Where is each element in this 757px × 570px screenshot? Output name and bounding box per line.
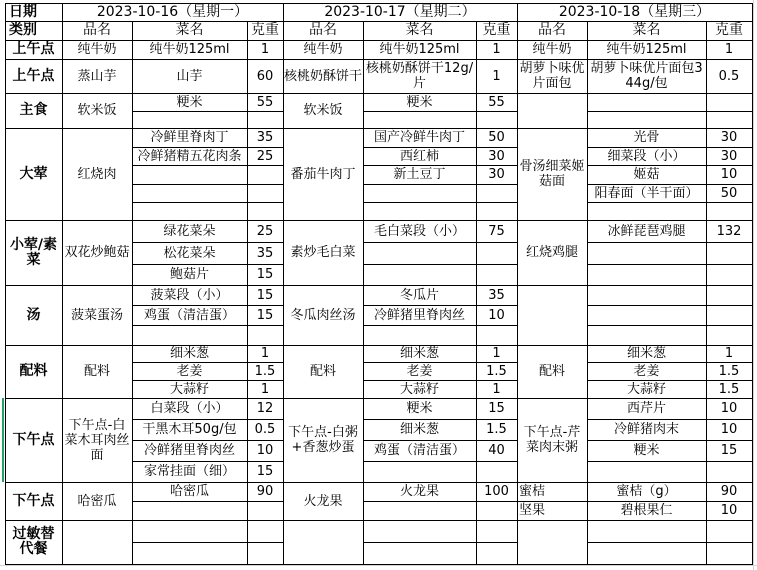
ingredient-cell: 纯牛奶125ml: [379, 42, 460, 57]
item-border: [363, 305, 517, 306]
ingredient-cell: 细米葱: [169, 346, 209, 361]
day2-dish-header: 品名: [309, 22, 337, 38]
item-border: [132, 202, 283, 203]
weight-cell: [706, 542, 752, 564]
ingredient-cell: [132, 165, 247, 184]
ingredient-cell: [363, 242, 476, 264]
category-label: 类别: [9, 22, 37, 38]
ingredient-cell: 国产冷鲜牛肉丁: [373, 130, 465, 145]
item-border: [587, 440, 752, 441]
weight-cell: 35: [488, 287, 505, 303]
weight-cell: 15: [720, 443, 738, 458]
ingredient-cell: 家常挂面（细）: [143, 464, 235, 479]
ingredient-cell: [132, 501, 247, 520]
ingredient-cell: 冷鲜里脊肉丁: [150, 130, 229, 145]
day3-date: 2023-10-18（星期三）: [558, 3, 711, 20]
weight-cell: [247, 520, 283, 542]
row-border: [5, 40, 752, 41]
ingredient-cell: 干黑木耳50g/包: [142, 422, 237, 437]
dish-cell: [517, 520, 587, 564]
weight-cell: 25: [256, 223, 274, 239]
weight-cell: 1: [492, 346, 501, 361]
weight-cell: 1.5: [486, 422, 507, 437]
ingredient-cell: 白菜段（小）: [150, 401, 229, 416]
item-border: [363, 362, 517, 363]
row-border: [5, 398, 752, 399]
dish-cell: 红烧鸡腿: [525, 245, 578, 260]
ingredient-cell: 大蒜籽: [399, 381, 439, 397]
ingredient-cell: 松花菜朵: [163, 245, 216, 261]
item-border: [132, 461, 283, 462]
dish-cell: 蒸山芋: [77, 68, 117, 84]
weight-cell: [247, 165, 283, 184]
category-cell: 下午点: [12, 431, 55, 448]
ingredient-cell: 鸡蛋（清洁蛋）: [373, 443, 465, 458]
ingredient-cell: 老姜: [176, 363, 203, 379]
ingredient-cell: [363, 184, 476, 202]
item-border: [132, 305, 283, 306]
item-border: [587, 165, 752, 166]
dish-cell: 下午点-白菜木耳肉丝面: [64, 417, 130, 463]
ingredient-cell: [363, 542, 476, 564]
weight-cell: 50: [720, 185, 738, 201]
item-border: [587, 501, 752, 502]
item-border: [587, 542, 752, 543]
weight-cell: 55: [256, 94, 274, 110]
item-border: [132, 419, 283, 420]
item-border: [132, 264, 283, 265]
weight-cell: 1: [260, 42, 270, 57]
dish-cell: 纯牛奶: [532, 42, 572, 57]
weight-cell: [476, 501, 517, 520]
day2-date: 2023-10-17（星期二）: [324, 3, 476, 20]
dish-cell: 火龙果: [303, 493, 343, 509]
weight-cell: [476, 325, 517, 345]
item-border: [363, 111, 517, 112]
category-cell: 配料: [19, 363, 48, 379]
dish-cell: 纯牛奶: [303, 42, 343, 57]
ingredient-cell: 粳米: [633, 443, 660, 458]
weight-cell: 100: [484, 484, 509, 499]
dish-cell: 哈密瓜: [77, 493, 117, 509]
ingredient-cell: 鸡蛋（清洁蛋）: [143, 307, 235, 323]
column-border: [587, 21, 588, 565]
ingredient-cell: 哈密瓜: [169, 484, 209, 499]
item-border: [363, 419, 517, 420]
dish-cell: 软米饭: [303, 103, 343, 118]
weight-cell: [247, 542, 283, 564]
grid-line: [0, 565, 757, 566]
weight-cell: 90: [720, 484, 738, 499]
column-border: [517, 3, 518, 565]
weight-cell: 1.5: [254, 363, 276, 379]
ingredient-cell: 阳春面（半干面）: [594, 185, 699, 201]
weight-cell: 30: [488, 167, 505, 182]
weight-cell: 50: [488, 130, 505, 145]
weight-cell: [706, 285, 752, 305]
weight-cell: 0.5: [718, 68, 740, 84]
item-border: [587, 380, 752, 381]
weight-cell: [706, 461, 752, 482]
ingredient-cell: 碧根果仁: [620, 503, 673, 518]
weight-cell: 10: [720, 401, 738, 416]
row-border: [5, 128, 752, 129]
weight-cell: [247, 501, 283, 520]
weight-cell: [247, 184, 283, 202]
row-border: [5, 93, 752, 94]
ingredient-cell: 火龙果: [399, 484, 439, 499]
ingredient-cell: 姬菇: [633, 167, 660, 182]
ingredient-cell: 老姜: [406, 363, 433, 379]
dish-cell: 下午点-白粥+香葱炒蛋: [288, 425, 358, 455]
dish-cell: 纯牛奶: [77, 42, 117, 57]
weight-cell: 35: [256, 130, 274, 145]
weight-cell: [247, 111, 283, 128]
category-cell: 大荤: [19, 165, 48, 182]
ingredient-cell: 西芹片: [626, 401, 666, 416]
weight-cell: [476, 520, 517, 542]
ingredient-cell: [363, 111, 476, 128]
weight-cell: 15: [256, 307, 274, 323]
weight-cell: 1: [492, 381, 501, 397]
weight-cell: 1: [492, 42, 501, 57]
ingredient-cell: [587, 264, 706, 285]
ingredient-cell: 细米葱: [626, 346, 666, 361]
ingredient-cell: 光骨: [633, 130, 660, 145]
ingredient-cell: 纯牛奶125ml: [149, 42, 230, 57]
item-border: [363, 202, 517, 203]
weight-cell: 90: [256, 484, 274, 499]
item-border: [587, 147, 752, 148]
category-cell: 上午点: [12, 67, 55, 84]
item-border: [363, 325, 517, 326]
item-border: [132, 111, 283, 112]
column-border: [5, 3, 6, 565]
column-border: [62, 3, 63, 565]
weight-cell: 10: [720, 422, 738, 437]
ingredient-cell: 西红柿: [399, 148, 439, 164]
item-border: [363, 165, 517, 166]
weight-cell: 1: [724, 346, 734, 361]
ingredient-cell: 绿花菜朵: [163, 223, 216, 239]
weight-cell: [476, 184, 517, 202]
column-border: [476, 21, 477, 565]
weight-cell: 10: [256, 443, 274, 458]
ingredient-cell: 冷鲜猪里脊肉丝: [373, 307, 465, 323]
ingredient-cell: [587, 542, 706, 564]
ingredient-cell: [587, 325, 706, 345]
weight-cell: [706, 520, 752, 542]
weight-cell: 1.5: [718, 363, 740, 379]
item-border: [363, 147, 517, 148]
dish-cell: [517, 93, 587, 128]
column-border: [363, 21, 364, 565]
ingredient-cell: 大蒜籽: [169, 381, 209, 397]
ingredient-cell: 粳米: [406, 94, 433, 110]
item-border: [132, 184, 283, 185]
category-cell: 小荤/素菜: [9, 236, 58, 268]
day2-ingredient-header: 菜名: [405, 22, 434, 38]
item-border: [132, 501, 283, 502]
weight-cell: 35: [256, 245, 274, 261]
item-border: [587, 184, 752, 185]
ingredient-cell: 蜜桔（g）: [616, 484, 677, 499]
dish-cell: 核桃奶酥饼干: [284, 68, 363, 84]
weight-cell: 1: [260, 346, 270, 361]
ingredient-cell: 毛白菜段（小）: [373, 223, 465, 239]
dish-cell: 配料: [309, 364, 336, 379]
dish-cell: 软米饭: [77, 103, 117, 118]
item-border: [587, 305, 752, 306]
dish-cell: 番茄牛肉丁: [290, 166, 356, 182]
weight-cell: 55: [488, 94, 505, 110]
ingredient-cell: 新土豆丁: [393, 167, 446, 182]
row-border: [5, 345, 752, 346]
weight-cell: [476, 111, 517, 128]
category-cell: 下午点: [12, 492, 55, 509]
ingredient-cell: 粳米: [406, 401, 433, 416]
weight-cell: 60: [256, 68, 274, 84]
category-cell: 上午点: [12, 41, 55, 57]
row-border: [5, 220, 752, 221]
item-border: [132, 542, 283, 543]
row-border: [5, 520, 752, 521]
ingredient-cell: [132, 184, 247, 202]
ingredient-cell: 大蒜籽: [626, 381, 666, 397]
ingredient-cell: [132, 111, 247, 128]
ingredient-cell: [363, 520, 476, 542]
dish-cell: 配料: [83, 364, 110, 379]
ingredient-cell: 细米葱: [399, 346, 439, 361]
ingredient-cell: 山芋: [176, 68, 203, 84]
weight-cell: 30: [720, 130, 738, 145]
ingredient-cell: [132, 325, 247, 345]
item-border: [587, 202, 752, 203]
item-border: [132, 440, 283, 441]
day3-weight-header: 克重: [715, 22, 743, 38]
category-cell: 主食: [19, 102, 48, 118]
selection-indicator: [2, 398, 4, 482]
ingredient-cell: 冬瓜片: [399, 287, 439, 303]
weight-cell: 15: [256, 267, 274, 282]
weight-cell: [476, 542, 517, 564]
weight-cell: 0.5: [254, 422, 276, 437]
ingredient-cell: [587, 461, 706, 482]
weight-cell: 15: [256, 464, 274, 479]
item-border: [363, 380, 517, 381]
ingredient-cell: 冷鲜猪精五花肉条: [137, 148, 242, 164]
ingredient-cell: 老姜: [633, 363, 660, 379]
ingredient-cell: 胡萝卜味优片面包344g/包: [590, 61, 703, 91]
item-border: [132, 325, 283, 326]
day2-weight-header: 克重: [482, 22, 511, 38]
dish-cell: 红烧肉: [77, 166, 117, 182]
ingredient-cell: [587, 111, 706, 128]
ingredient-cell: 鲍菇片: [169, 267, 209, 282]
item-border: [132, 362, 283, 363]
grid-line: [753, 0, 754, 570]
weight-cell: 40: [488, 443, 505, 458]
weight-cell: [706, 264, 752, 285]
row-border: [5, 285, 752, 286]
weight-cell: [706, 242, 752, 264]
dish-cell: [62, 520, 132, 564]
weight-cell: [247, 325, 283, 345]
ingredient-cell: [363, 325, 476, 345]
ingredient-cell: 细菜段（小）: [607, 148, 686, 164]
weight-cell: 10: [720, 503, 738, 518]
column-border: [132, 21, 133, 565]
ingredient-cell: [587, 93, 706, 111]
ingredient-cell: 冷鲜猪里脊肉丝: [143, 443, 235, 458]
item-border: [587, 111, 752, 112]
day3-ingredient-header: 菜名: [632, 22, 661, 38]
item-border: [363, 501, 517, 502]
weight-cell: 30: [720, 148, 738, 164]
item-border: [587, 264, 752, 265]
row-border: [5, 59, 752, 60]
dish-cell: 下午点-芹菜肉末粥: [523, 425, 581, 455]
category-cell: 汤: [26, 306, 41, 323]
weight-cell: [706, 93, 752, 111]
item-border: [587, 461, 752, 462]
ingredient-cell: 核桃奶酥饼干12g/片: [365, 61, 474, 91]
weight-cell: [706, 325, 752, 345]
weight-cell: 25: [256, 148, 274, 164]
row-border: [5, 21, 752, 22]
date-label: 日期: [9, 3, 37, 20]
dish-cell: 素炒毛白菜: [290, 245, 356, 260]
item-border: [363, 542, 517, 543]
item-border: [363, 440, 517, 441]
column-border: [283, 3, 284, 565]
ingredient-cell: [363, 461, 476, 482]
item-border: [363, 461, 517, 462]
ingredient-cell: [587, 305, 706, 325]
day3-dish-header: 品名: [538, 22, 566, 38]
item-border: [363, 264, 517, 265]
weight-cell: 10: [720, 167, 738, 182]
item-border: [363, 242, 517, 243]
dish-cell: 双花炒鲍菇: [64, 245, 130, 260]
weight-cell: 1.5: [718, 381, 740, 397]
ingredient-cell: [587, 520, 706, 542]
weight-cell: 75: [488, 223, 505, 239]
weight-cell: [476, 264, 517, 285]
item-border: [587, 242, 752, 243]
fruit-dish-line-2: 坚果: [519, 503, 546, 518]
weight-cell: 10: [488, 307, 505, 323]
dish-cell: 菠菜蛋汤: [70, 307, 123, 323]
weight-cell: 1: [260, 381, 270, 397]
item-border: [132, 380, 283, 381]
row-border: [5, 3, 752, 4]
weight-cell: 132: [716, 223, 742, 239]
dish-cell: 骨汤细菜姬菇面: [519, 159, 585, 189]
item-border: [363, 184, 517, 185]
dish-cell: 冬瓜肉丝汤: [290, 307, 356, 323]
item-border: [517, 501, 587, 502]
item-border: [132, 165, 283, 166]
weight-cell: 30: [488, 148, 505, 164]
category-cell: 过敏替代餐: [12, 526, 55, 557]
day1-ingredient-header: 菜名: [175, 22, 204, 38]
ingredient-cell: 细米葱: [399, 422, 439, 437]
fruit-dish-line-1: 蜜桔: [519, 484, 546, 499]
weight-cell: 1.5: [486, 363, 507, 379]
day1-weight-header: 克重: [251, 22, 279, 38]
item-border: [587, 325, 752, 326]
item-border: [587, 362, 752, 363]
dish-cell: [283, 520, 363, 564]
day1-date: 2023-10-16（星期一）: [96, 3, 249, 20]
ingredient-cell: 菠菜段（小）: [150, 287, 229, 303]
ingredient-cell: 冰鲜琵琶鸡腿: [607, 223, 686, 239]
ingredient-cell: 冷鲜猪肉末: [613, 422, 679, 437]
ingredient-cell: [587, 242, 706, 264]
weight-cell: 12: [256, 401, 274, 416]
column-border: [247, 21, 248, 565]
dish-cell: [517, 285, 587, 345]
item-border: [132, 147, 283, 148]
ingredient-cell: 纯牛奶125ml: [606, 42, 687, 57]
weight-cell: 1: [492, 68, 501, 84]
weight-cell: [476, 242, 517, 264]
ingredient-cell: 粳米: [176, 94, 203, 110]
weight-cell: [706, 111, 752, 128]
ingredient-cell: [587, 285, 706, 305]
weight-cell: 15: [256, 287, 274, 303]
item-border: [587, 419, 752, 420]
dish-cell: 配料: [538, 364, 565, 379]
ingredient-cell: [132, 520, 247, 542]
ingredient-cell: [132, 542, 247, 564]
column-border: [706, 21, 707, 565]
ingredient-cell: [363, 501, 476, 520]
weight-cell: [476, 461, 517, 482]
day1-dish-header: 品名: [83, 22, 111, 38]
weight-cell: 1: [724, 42, 734, 57]
dish-cell: 胡萝卜味优片面包: [519, 61, 585, 91]
item-border: [132, 242, 283, 243]
weight-cell: 15: [488, 401, 505, 416]
weight-cell: [706, 305, 752, 325]
row-border: [5, 482, 752, 483]
ingredient-cell: [363, 264, 476, 285]
